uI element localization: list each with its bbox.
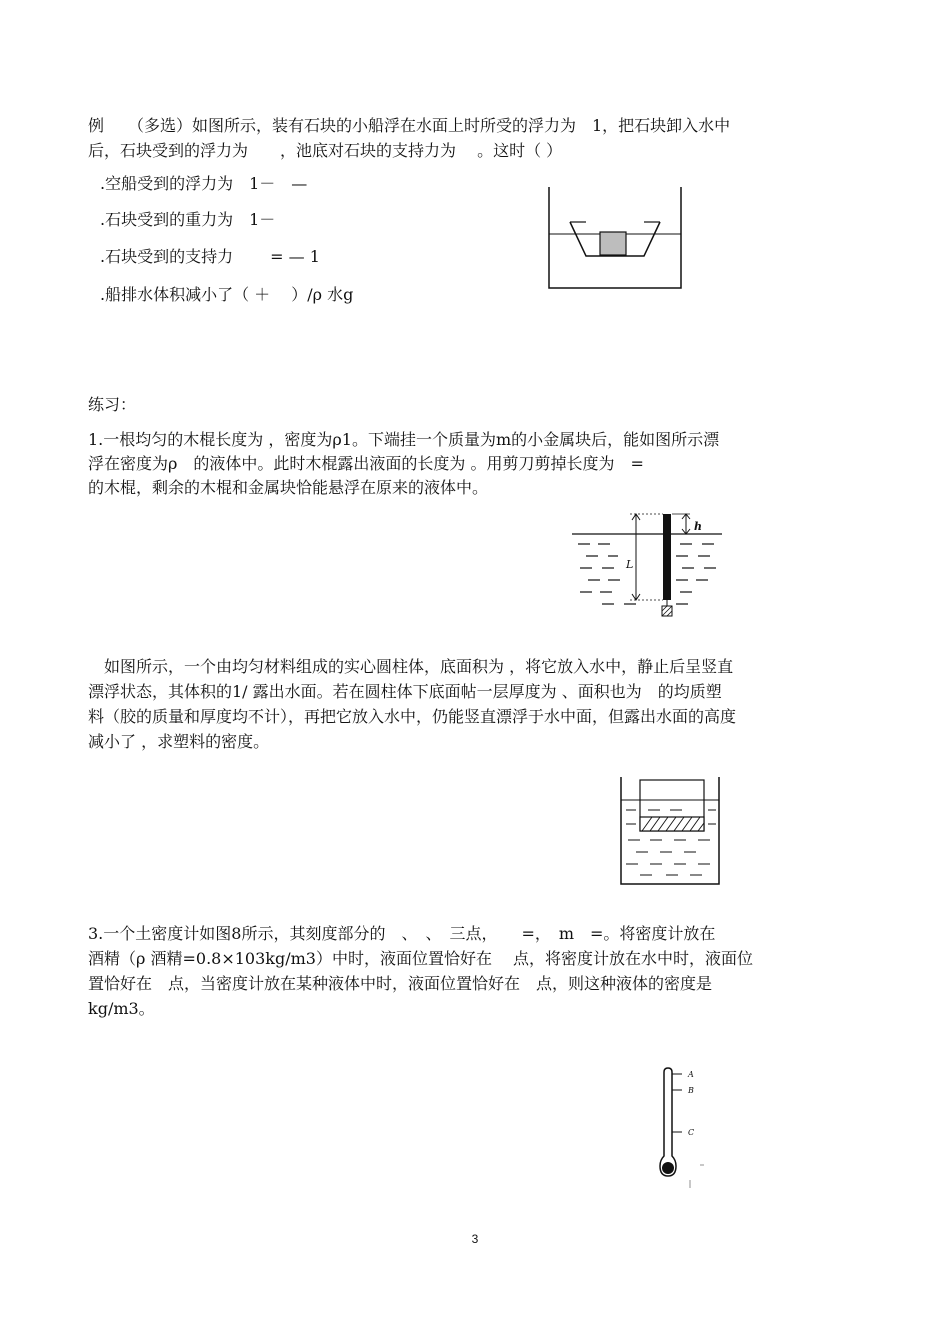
- mark-a-label: A: [688, 1070, 694, 1079]
- stick-length-label: L: [626, 558, 634, 571]
- cylinder-plastic-figure: [614, 774, 726, 886]
- q1-line-3: 的木棍，剩余的木棍和金属块恰能悬浮在原来的液体中。: [88, 478, 489, 497]
- q3-line-2: 酒精（ρ 酒精=0.8×103kg/m3）中时，液面位置恰好在 点，将密度计放在水中时，液面位: [88, 949, 754, 968]
- example-option-d: .船排水体积减小了（ ＋ ）/ρ 水g: [100, 285, 354, 304]
- floating-stick-figure: [572, 510, 722, 620]
- example-line-1: 例 （多选）如图所示，装有石块的小船浮在水面上时所受的浮力为 1，把石块卸入水中: [88, 116, 731, 135]
- example-option-b: .石块受到的重力为 1－: [100, 210, 276, 229]
- hydrometer-figure: [652, 1064, 712, 1194]
- q3-line-4: kg/m3。: [88, 999, 155, 1018]
- q2-line-3: 料（胶的质量和厚度均不计），再把它放入水中，仍能竖直漂浮于水中面，但露出水面的高度: [88, 707, 737, 726]
- mark-b-label: B: [688, 1086, 694, 1095]
- example-line-2: 后，石块受到的浮力为 ，池底对石块的支持力为 。这时（ ）: [88, 141, 563, 160]
- mark-c-label: C: [688, 1128, 695, 1137]
- q3-line-3: 置恰好在 点，当密度计放在某种液体中时，液面位置恰好在 点，则这种液体的密度是: [88, 974, 713, 993]
- example-option-c: .石块受到的支持力 = — 1: [100, 247, 320, 266]
- q2-line-2: 漂浮状态，其体积的1/ 露出水面。若在圆柱体下底面帖一层厚度为 、面积也为 的均质塑: [88, 682, 722, 701]
- q2-line-1: 如图所示，一个由均匀材料组成的实心圆柱体，底面积为 ，将它放入水中，静止后呈竖直: [88, 657, 734, 676]
- q2-line-4: 减小了 ，求塑料的密度。: [88, 732, 270, 751]
- practice-heading: 练习：: [88, 395, 137, 414]
- example-option-a: .空船受到的浮力为 1－ —: [100, 174, 308, 193]
- exposed-length-label: h: [694, 520, 702, 533]
- q1-line-1: 1.一根均匀的木棍长度为 ，密度为ρ1。下端挂一个质量为m的小金属块后，能如图所示漂: [88, 430, 720, 449]
- q1-line-2: 浮在密度为ρ 的液体中。此时木棍露出液面的长度为 。用剪刀剪掉长度为 =: [88, 454, 644, 473]
- q3-line-1: 3.一个土密度计如图8所示，其刻度部分的 、 、 三点， =， m =。将密度计放在: [88, 924, 716, 943]
- boat-stone-figure: [540, 182, 690, 294]
- page-number: 3: [471, 1232, 479, 1246]
